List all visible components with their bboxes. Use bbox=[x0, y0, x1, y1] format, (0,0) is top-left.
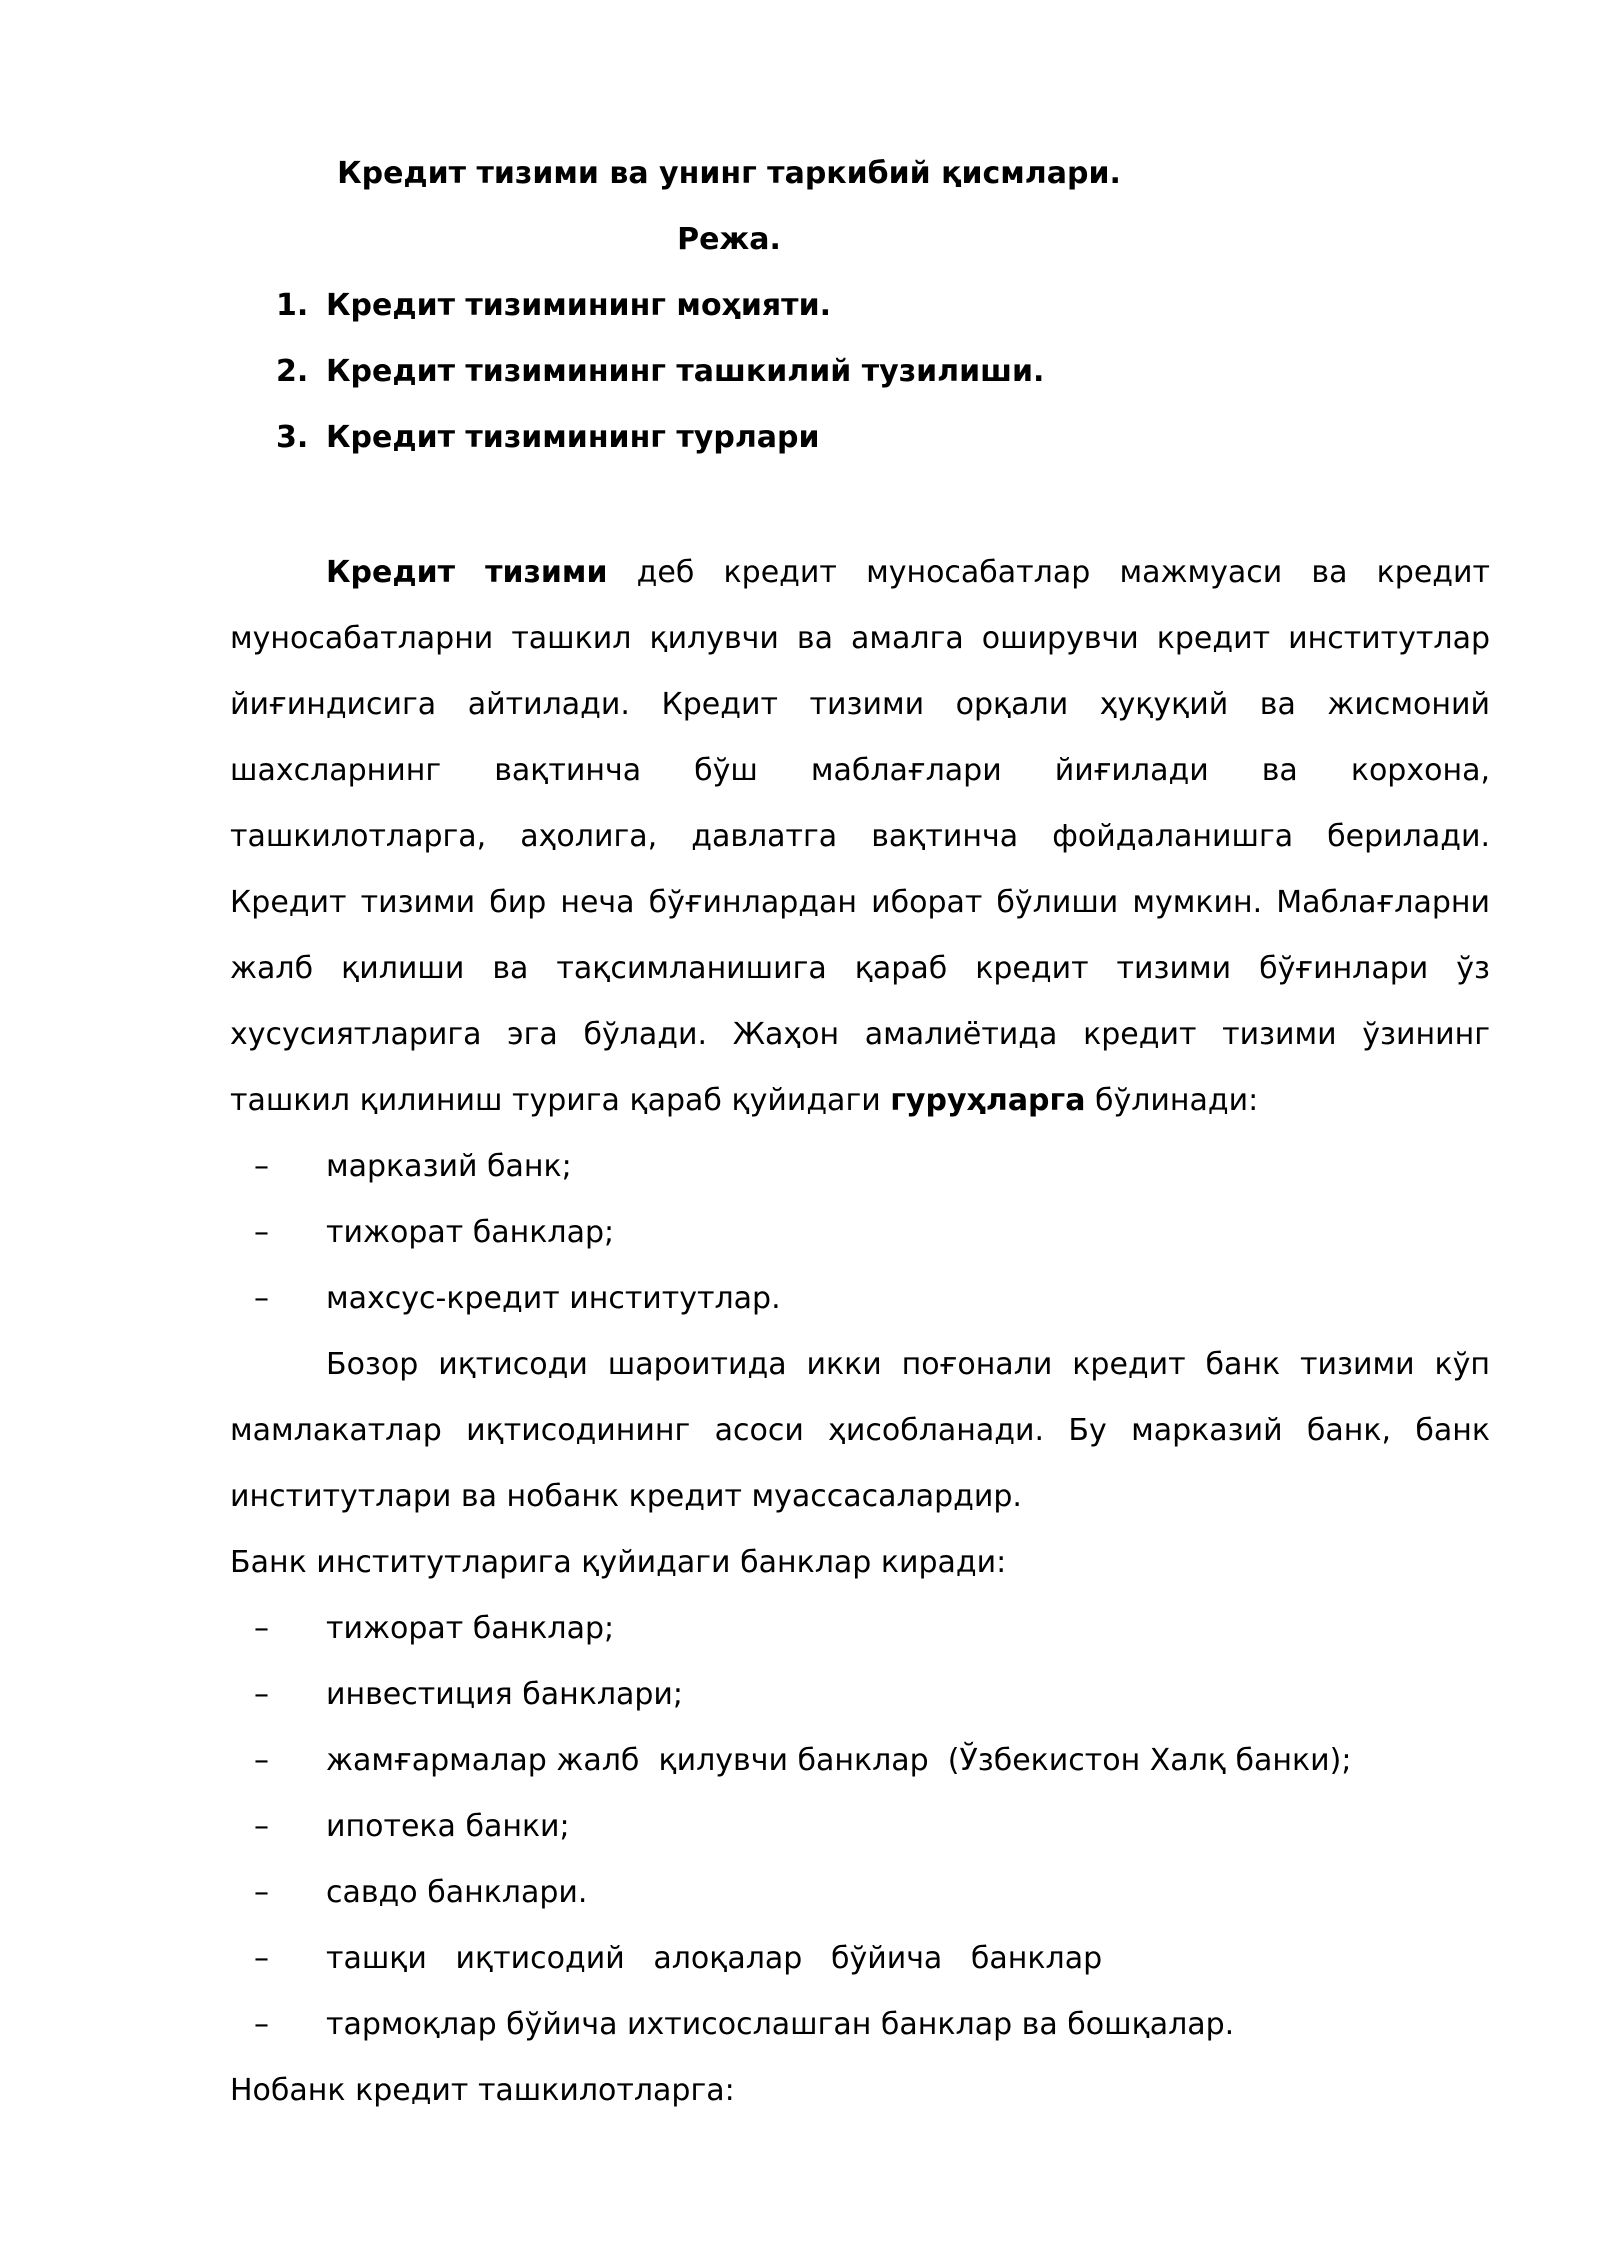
list-item-text: марказий банк; bbox=[326, 1149, 572, 1184]
plan-item bbox=[276, 350, 1044, 416]
list-item bbox=[230, 1926, 1490, 1992]
paragraph-text: бўлинади: bbox=[1085, 1083, 1259, 1118]
list-item-text: тармоқлар бўйича ихтисослашган банклар ва бошқалар. bbox=[326, 2007, 1235, 2042]
dash-bullet: – bbox=[254, 1281, 269, 1316]
paragraph-credit-system-definition bbox=[230, 540, 1490, 1134]
list-item bbox=[230, 1794, 1490, 1860]
plan-item-text: Кредит тизимининг турлари bbox=[326, 420, 820, 455]
list-item bbox=[230, 1860, 1490, 1926]
list-item bbox=[230, 1992, 1490, 2058]
list-item-text: ташқи иқтисодий алоқалар бўйича банклар bbox=[326, 1941, 1103, 1976]
paragraph-two-tier-system: Бозор иқтисоди шароитида икки поғонали кредит банк тизими кўп мамлакатлар иқтисодининг асоси ҳисобланади. Бу марказий банк, банк институтлари ва нобанк кредит муассасалардир. bbox=[230, 1347, 1490, 1514]
paragraph-bank-institutions: Банк институтларига қуйидаги банклар киради: bbox=[230, 1545, 1007, 1580]
list-item bbox=[230, 1662, 1490, 1728]
list-item-text: жамғармалар жалб қилувчи банклар (Ўзбекистон Халқ банки); bbox=[326, 1743, 1352, 1778]
dash-bullet: – bbox=[254, 1743, 269, 1778]
list-item-text: тижорат банклар; bbox=[326, 1611, 615, 1646]
list-item-text: махсус-кредит институтлар. bbox=[326, 1281, 781, 1316]
bold-term: Кредит тизими bbox=[326, 555, 608, 590]
dash-bullet: – bbox=[254, 1611, 269, 1646]
plan-list bbox=[276, 284, 1044, 482]
paragraph-text: деб кредит муносабатлар мажмуаси ва кредит муносабатларни ташкил қилувчи ва амалга оширувчи кредит институтлар йиғиндисига айтилади. Кредит тизими орқали ҳуқуқий ва жисмоний шахсларнинг вақтинча бўш маблағлари йиғилади ва корхона, ташкилотларга, аҳолига, давлатга вақтинча фойдаланишга берилади. Кредит тизими бир неча бўғинлардан иборат бўлиши мумкин. Маблағларни жалб қилиши ва тақсимланишига қараб кредит тизими бўғинлари ўз хусусиятларига эга бўлади. Жаҳон амалиётида кредит тизими ўзининг ташкил қилиниш турига қараб қуйидаги bbox=[230, 555, 1491, 1118]
dash-bullet: – bbox=[254, 1215, 269, 1250]
credit-system-groups-list bbox=[230, 1134, 1490, 1332]
list-item-text: ипотека банки; bbox=[326, 1809, 570, 1844]
plan-item-text: Кредит тизимининг моҳияти. bbox=[326, 288, 831, 323]
document-title: Кредит тизими ва унинг таркибий қисмлари. bbox=[337, 156, 1121, 191]
plan-item-number: 1. bbox=[276, 288, 309, 323]
list-item bbox=[230, 1266, 1490, 1332]
dash-bullet: – bbox=[254, 1809, 269, 1844]
plan-item bbox=[276, 284, 1044, 350]
list-item bbox=[230, 1200, 1490, 1266]
plan-item-text: Кредит тизимининг ташкилий тузилиши. bbox=[326, 354, 1045, 389]
list-item-text: тижорат банклар; bbox=[326, 1215, 615, 1250]
bank-institutions-list bbox=[230, 1596, 1490, 2058]
dash-bullet: – bbox=[254, 1677, 269, 1712]
plan-heading: Режа. bbox=[677, 222, 781, 257]
list-item bbox=[230, 1596, 1490, 1662]
list-item-text: савдо банклари. bbox=[326, 1875, 588, 1910]
dash-bullet: – bbox=[254, 1149, 269, 1184]
paragraph-non-bank-organizations: Нобанк кредит ташкилотларга: bbox=[230, 2073, 735, 2108]
bold-term: гуруҳларга bbox=[890, 1083, 1086, 1118]
dash-bullet: – bbox=[254, 2007, 269, 2042]
plan-item-number: 2. bbox=[276, 354, 309, 389]
document-body bbox=[230, 540, 1490, 2124]
list-item bbox=[230, 1134, 1490, 1200]
list-item-text: инвестиция банклари; bbox=[326, 1677, 684, 1712]
plan-item-number: 3. bbox=[276, 420, 309, 455]
dash-bullet: – bbox=[254, 1875, 269, 1910]
list-item bbox=[230, 1728, 1490, 1794]
plan-item bbox=[276, 416, 1044, 482]
dash-bullet: – bbox=[254, 1941, 269, 1976]
